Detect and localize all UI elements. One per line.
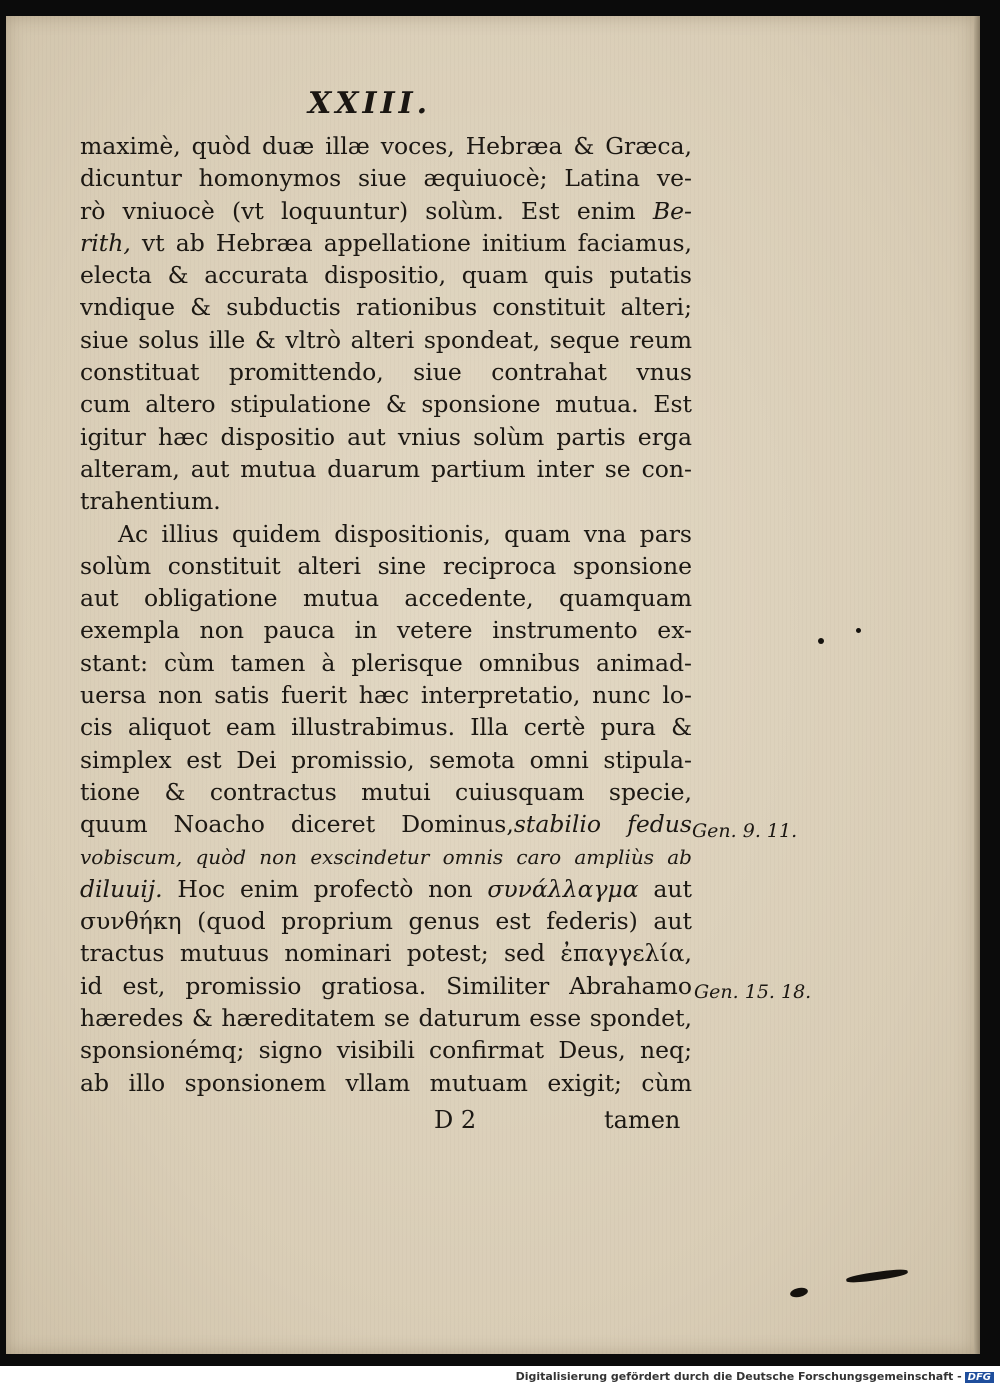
- text-line: id est, promissio gratiosa. Similiter Abrahamo: [80, 971, 692, 1000]
- text-line: alteram, aut mutua duarum partium inter se con-: [80, 454, 692, 483]
- text-line: συνθήκη (quod proprium genus est federis) aut: [80, 907, 692, 936]
- text-line: Ac illius quidem dispositionis, quam vna pars: [118, 519, 692, 548]
- text-line: aut obligatione mutua accedente, quamquam: [80, 584, 692, 613]
- margin-note: Gen. 9. 11.: [692, 820, 798, 842]
- text-line: dicuntur homonymos siue æquiuocè; Latina ve-: [80, 164, 692, 193]
- catchword: tamen: [604, 1106, 681, 1134]
- text-line: stant: cùm tamen à plerisque omnibus animad-: [80, 648, 692, 677]
- text-line: trahentium.: [80, 487, 221, 516]
- text-line: cum altero stipulatione & sponsione mutua. Est: [80, 390, 692, 419]
- text-line: vndique & subductis rationibus constituit alteri;: [80, 293, 692, 322]
- text-line: ab illo sponsionem vllam mutuam exigit; cùm: [80, 1068, 692, 1097]
- text-line: sponsionémq; signo visibili confirmat Deus, neq;: [80, 1036, 692, 1065]
- text-line: tractus mutuus nominari potest; sed ἐπαγγελία,: [80, 939, 692, 968]
- ink-speck: [818, 638, 824, 644]
- text-line: simplex est Dei promissio, semota omni stipula-: [80, 745, 692, 774]
- dfg-logo: DFG: [965, 1372, 994, 1383]
- text-line: exempla non pauca in vetere instrumento ex-: [80, 616, 692, 645]
- text-line: cis aliquot eam illustrabimus. Illa certè pura &: [80, 713, 692, 742]
- signature-mark: D 2: [434, 1106, 477, 1134]
- page-headline: XXIII.: [308, 86, 432, 121]
- body-text: [80, 130, 692, 1099]
- ink-speck: [856, 628, 861, 633]
- text-line: rith, vt ab Hebræa appellatione initium faciamus,: [80, 228, 692, 257]
- page-edge: [974, 16, 980, 1354]
- text-line: siue solus ille & vltrò alteri spondeat, seque reum: [80, 325, 692, 354]
- text-line: hæredes & hæreditatem se daturum esse spondet,: [80, 1004, 692, 1033]
- text-line: diluuij. Hoc enim profectò non συνάλλαγμα aut: [80, 874, 692, 903]
- digitization-credit: Digitalisierung gefördert durch die Deutsche Forschungsgemeinschaft - DFG: [516, 1370, 994, 1383]
- text-line: quum Noacho diceret Dominus,stabilio fedus: [80, 810, 692, 839]
- margin-note: Gen. 15. 18.: [694, 981, 812, 1003]
- text-line: igitur hæc dispositio aut vnius solùm partis erga: [80, 422, 692, 451]
- text-line: tione & contractus mutui cuiusquam specie,: [80, 777, 692, 806]
- text-line: solùm constituit alteri sine reciproca sponsione: [80, 551, 692, 580]
- text-line: uersa non satis fuerit hæc interpretatio, nunc lo-: [80, 681, 692, 710]
- text-line: vobiscum, quòd non exscindetur omnis caro ampliùs ab: [80, 844, 692, 869]
- text-line: constituat promittendo, siue contrahat vnus: [80, 358, 692, 387]
- text-line: maximè, quòd duæ illæ voces, Hebræa & Græca,: [80, 132, 692, 160]
- text-line: electa & accurata dispositio, quam quis putatis: [80, 261, 692, 290]
- text-line: rò vniuocè (vt loquuntur) solùm. Est enim Be-: [80, 196, 692, 225]
